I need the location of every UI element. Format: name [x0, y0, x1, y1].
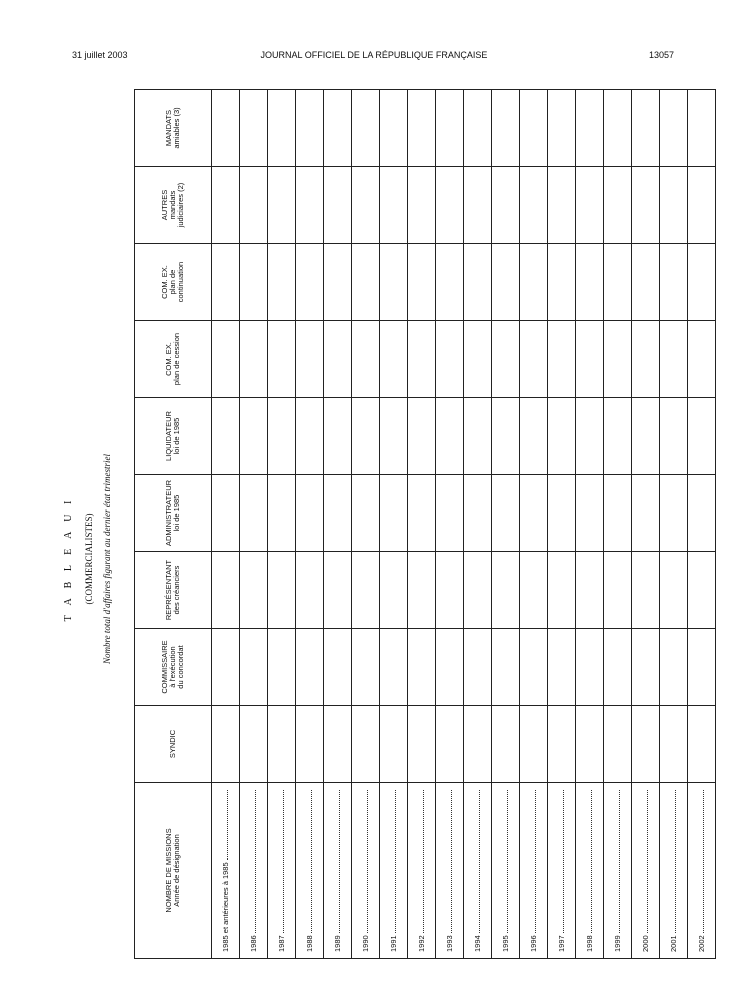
- empty-cell: [296, 706, 324, 783]
- empty-cell: [576, 90, 604, 167]
- empty-cell: [520, 244, 548, 321]
- empty-cell: [576, 475, 604, 552]
- table-row: [296, 90, 324, 959]
- year-label: 1987: [277, 935, 286, 952]
- empty-cell: [212, 90, 240, 167]
- empty-cell: [240, 321, 268, 398]
- empty-cell: [492, 475, 520, 552]
- table-row: [660, 90, 688, 959]
- empty-cell: [660, 321, 688, 398]
- empty-cell: [268, 398, 296, 475]
- empty-cell: [240, 629, 268, 706]
- table-row: [212, 90, 240, 959]
- empty-cell: [324, 629, 352, 706]
- empty-cell: [464, 398, 492, 475]
- empty-cell: [632, 629, 660, 706]
- empty-cell: [324, 475, 352, 552]
- empty-cell: [240, 244, 268, 321]
- empty-cell: [464, 321, 492, 398]
- year-cell: [464, 783, 492, 959]
- table-row: [548, 90, 576, 959]
- empty-cell: [548, 475, 576, 552]
- empty-cell: [632, 90, 660, 167]
- empty-cell: [632, 552, 660, 629]
- column-header-line: continuation: [176, 261, 185, 303]
- empty-cell: [660, 398, 688, 475]
- dot-leader: [310, 790, 312, 933]
- column-header-line: ADMINISTRATEUR: [164, 479, 173, 547]
- journal-title: JOURNAL OFFICIEL DE LA RÉPUBLIQUE FRANÇAISE: [260, 50, 488, 60]
- year-label: 1998: [585, 935, 594, 952]
- empty-cell: [296, 167, 324, 244]
- empty-cell: [604, 167, 632, 244]
- empty-cell: [576, 167, 604, 244]
- empty-cell: [240, 706, 268, 783]
- empty-cell: [296, 90, 324, 167]
- empty-cell: [688, 475, 716, 552]
- table-row: [380, 90, 408, 959]
- year-label: 1994: [473, 935, 482, 952]
- table-row: [408, 90, 436, 959]
- column-header: [135, 552, 212, 629]
- empty-cell: [268, 706, 296, 783]
- empty-cell: [660, 475, 688, 552]
- table-row: [576, 90, 604, 959]
- empty-cell: [212, 629, 240, 706]
- empty-cell: [436, 244, 464, 321]
- empty-cell: [632, 321, 660, 398]
- empty-cell: [604, 244, 632, 321]
- empty-cell: [520, 321, 548, 398]
- year-label: 1999: [613, 935, 622, 952]
- table-row: [604, 90, 632, 959]
- empty-cell: [324, 90, 352, 167]
- empty-cell: [212, 321, 240, 398]
- empty-cell: [240, 552, 268, 629]
- empty-cell: [380, 475, 408, 552]
- table-header-row: [135, 90, 212, 959]
- empty-cell: [548, 90, 576, 167]
- empty-cell: [548, 552, 576, 629]
- empty-cell: [352, 398, 380, 475]
- empty-cell: [436, 167, 464, 244]
- empty-cell: [380, 629, 408, 706]
- dot-leader: [338, 790, 340, 933]
- year-cell: [408, 783, 436, 959]
- empty-cell: [268, 90, 296, 167]
- empty-cell: [436, 398, 464, 475]
- table-row: [352, 90, 380, 959]
- column-header-line: Année de désignation: [172, 834, 181, 907]
- dot-leader: [562, 790, 564, 933]
- empty-cell: [436, 629, 464, 706]
- empty-cell: [520, 706, 548, 783]
- empty-cell: [268, 167, 296, 244]
- table-row: [520, 90, 548, 959]
- empty-cell: [268, 552, 296, 629]
- empty-cell: [492, 398, 520, 475]
- empty-cell: [324, 706, 352, 783]
- empty-cell: [436, 475, 464, 552]
- column-header-line: COMMISSAIRE: [160, 640, 169, 694]
- empty-cell: [240, 167, 268, 244]
- empty-cell: [212, 475, 240, 552]
- year-cell: [324, 783, 352, 959]
- empty-cell: [464, 167, 492, 244]
- empty-cell: [436, 90, 464, 167]
- empty-cell: [352, 629, 380, 706]
- empty-cell: [240, 398, 268, 475]
- year-label: 1997: [557, 935, 566, 952]
- column-header-line: REPRÉSENTANT: [164, 559, 173, 621]
- column-header: [135, 321, 212, 398]
- empty-cell: [688, 398, 716, 475]
- dot-leader: [478, 790, 480, 933]
- empty-cell: [576, 321, 604, 398]
- empty-cell: [408, 475, 436, 552]
- empty-cell: [604, 475, 632, 552]
- empty-cell: [520, 475, 548, 552]
- empty-cell: [632, 475, 660, 552]
- header-date: 31 juillet 2003: [72, 50, 128, 60]
- year-label: 1996: [529, 935, 538, 952]
- empty-cell: [380, 321, 408, 398]
- empty-cell: [576, 552, 604, 629]
- column-header-line: COM. EX.: [164, 342, 173, 376]
- empty-cell: [604, 321, 632, 398]
- table-row: [464, 90, 492, 959]
- column-header-line: loi de 1985: [172, 494, 181, 532]
- empty-cell: [576, 629, 604, 706]
- year-cell: [240, 783, 268, 959]
- dot-leader: [422, 790, 424, 933]
- empty-cell: [324, 398, 352, 475]
- year-label: 2001: [669, 935, 678, 952]
- empty-cell: [604, 90, 632, 167]
- empty-cell: [688, 629, 716, 706]
- dot-leader: [618, 790, 620, 933]
- column-header-line: à l'exécution: [168, 646, 177, 688]
- empty-cell: [212, 167, 240, 244]
- empty-cell: [296, 244, 324, 321]
- empty-cell: [660, 244, 688, 321]
- empty-cell: [380, 398, 408, 475]
- dot-leader: [394, 790, 396, 933]
- empty-cell: [520, 552, 548, 629]
- empty-cell: [604, 706, 632, 783]
- empty-cell: [240, 90, 268, 167]
- empty-cell: [464, 244, 492, 321]
- empty-cell: [436, 706, 464, 783]
- empty-cell: [408, 321, 436, 398]
- empty-cell: [268, 475, 296, 552]
- empty-cell: [408, 398, 436, 475]
- empty-cell: [296, 475, 324, 552]
- empty-cell: [464, 90, 492, 167]
- year-cell: [520, 783, 548, 959]
- year-cell: [548, 783, 576, 959]
- column-header-line: du concordat: [176, 645, 185, 689]
- empty-cell: [520, 629, 548, 706]
- empty-cell: [296, 321, 324, 398]
- empty-cell: [604, 629, 632, 706]
- empty-cell: [436, 321, 464, 398]
- year-label: 1995: [501, 935, 510, 952]
- empty-cell: [296, 398, 324, 475]
- column-header-line: COM. EX.: [160, 265, 169, 299]
- empty-cell: [660, 629, 688, 706]
- empty-cell: [632, 706, 660, 783]
- dot-leader: [702, 790, 704, 933]
- table-row: [268, 90, 296, 959]
- column-header-line: judiciaires (2): [176, 182, 185, 228]
- empty-cell: [660, 552, 688, 629]
- missions-table: [134, 89, 716, 959]
- year-label: 1990: [361, 935, 370, 952]
- year-label: 1992: [417, 935, 426, 952]
- empty-cell: [212, 244, 240, 321]
- column-header: [135, 629, 212, 706]
- year-label: 1986: [249, 935, 258, 952]
- empty-cell: [436, 552, 464, 629]
- column-header: [135, 475, 212, 552]
- empty-cell: [604, 552, 632, 629]
- empty-cell: [660, 90, 688, 167]
- empty-cell: [548, 167, 576, 244]
- year-label: 1993: [445, 935, 454, 952]
- year-cell: [492, 783, 520, 959]
- column-header-line: mandats: [168, 190, 177, 220]
- column-header: [135, 90, 212, 167]
- dot-leader: [534, 790, 536, 933]
- column-header-line: loi de 1985: [172, 417, 181, 455]
- empty-cell: [352, 475, 380, 552]
- empty-cell: [212, 706, 240, 783]
- empty-cell: [548, 629, 576, 706]
- empty-cell: [548, 398, 576, 475]
- empty-cell: [492, 90, 520, 167]
- empty-cell: [408, 90, 436, 167]
- year-cell: [296, 783, 324, 959]
- year-cell: [268, 783, 296, 959]
- empty-cell: [492, 244, 520, 321]
- empty-cell: [688, 706, 716, 783]
- empty-cell: [576, 398, 604, 475]
- dot-leader: [590, 790, 592, 933]
- empty-cell: [464, 629, 492, 706]
- empty-cell: [352, 90, 380, 167]
- year-cell: [380, 783, 408, 959]
- year-cell: [436, 783, 464, 959]
- table-title: T A B L E A U I: [63, 496, 74, 622]
- empty-cell: [296, 552, 324, 629]
- empty-cell: [632, 244, 660, 321]
- empty-cell: [240, 475, 268, 552]
- empty-cell: [660, 706, 688, 783]
- empty-cell: [660, 167, 688, 244]
- empty-cell: [324, 552, 352, 629]
- empty-cell: [408, 552, 436, 629]
- year-label: 2000: [641, 935, 650, 952]
- column-header-line: NOMBRE DE MISSIONS: [164, 828, 173, 913]
- empty-cell: [380, 167, 408, 244]
- empty-cell: [268, 629, 296, 706]
- column-header: [135, 783, 212, 959]
- empty-cell: [352, 244, 380, 321]
- empty-cell: [492, 552, 520, 629]
- table-row: [632, 90, 660, 959]
- empty-cell: [492, 629, 520, 706]
- column-header-line: plan de cession: [172, 332, 181, 386]
- empty-cell: [464, 706, 492, 783]
- empty-cell: [576, 244, 604, 321]
- empty-cell: [380, 706, 408, 783]
- empty-cell: [352, 321, 380, 398]
- dot-leader: [674, 790, 676, 933]
- year-label: 1989: [333, 935, 342, 952]
- dot-leader: [254, 790, 256, 933]
- empty-cell: [464, 552, 492, 629]
- column-header-line: des créanciers: [172, 565, 181, 615]
- empty-cell: [576, 706, 604, 783]
- year-label: 2002: [697, 935, 706, 952]
- empty-cell: [688, 244, 716, 321]
- table-row: [688, 90, 716, 959]
- dot-leader: [646, 790, 648, 933]
- year-cell: [688, 783, 716, 959]
- dot-leader: [450, 790, 452, 933]
- dot-leader: [226, 790, 228, 860]
- empty-cell: [464, 475, 492, 552]
- empty-cell: [492, 321, 520, 398]
- empty-cell: [408, 706, 436, 783]
- empty-cell: [324, 321, 352, 398]
- empty-cell: [408, 629, 436, 706]
- empty-cell: [352, 706, 380, 783]
- empty-cell: [212, 398, 240, 475]
- empty-cell: [520, 90, 548, 167]
- empty-cell: [324, 244, 352, 321]
- year-cell: [604, 783, 632, 959]
- empty-cell: [296, 629, 324, 706]
- empty-cell: [688, 552, 716, 629]
- empty-cell: [632, 398, 660, 475]
- column-header-line: amiables (3): [172, 107, 181, 149]
- table-row: [436, 90, 464, 959]
- empty-cell: [520, 167, 548, 244]
- empty-cell: [632, 167, 660, 244]
- table-caption: Nombre total d'affaires figurant au dernier état trimestriel: [102, 454, 112, 665]
- empty-cell: [408, 244, 436, 321]
- table-row: [240, 90, 268, 959]
- empty-cell: [212, 552, 240, 629]
- empty-cell: [380, 90, 408, 167]
- column-header: [135, 398, 212, 475]
- year-cell: [352, 783, 380, 959]
- column-header: [135, 244, 212, 321]
- year-cell: [660, 783, 688, 959]
- empty-cell: [268, 321, 296, 398]
- year-label: 1985 et antérieures à 1985: [221, 862, 230, 952]
- column-header: [135, 167, 212, 244]
- empty-cell: [408, 167, 436, 244]
- dot-leader: [282, 790, 284, 933]
- year-cell: [632, 783, 660, 959]
- column-header-line: plan de: [168, 269, 177, 295]
- empty-cell: [548, 706, 576, 783]
- empty-cell: [380, 244, 408, 321]
- year-cell: [212, 783, 240, 959]
- dot-leader: [506, 790, 508, 933]
- column-header-line: MANDATS: [164, 109, 173, 147]
- empty-cell: [352, 167, 380, 244]
- table-subtitle: (COMMERCIALISTES): [84, 513, 94, 605]
- empty-cell: [604, 398, 632, 475]
- column-header: [135, 706, 212, 783]
- column-header-line: AUTRES: [160, 189, 169, 221]
- empty-cell: [492, 167, 520, 244]
- empty-cell: [548, 321, 576, 398]
- page-number: 13057: [648, 50, 674, 60]
- empty-cell: [688, 321, 716, 398]
- table-row: [492, 90, 520, 959]
- table-row: [324, 90, 352, 959]
- empty-cell: [352, 552, 380, 629]
- empty-cell: [268, 244, 296, 321]
- empty-cell: [324, 167, 352, 244]
- rotated-table-area: [0, 107, 748, 990]
- empty-cell: [380, 552, 408, 629]
- column-header-line: SYNDIC: [168, 729, 177, 759]
- column-header-line: LIQUIDATEUR: [164, 411, 173, 461]
- empty-cell: [688, 90, 716, 167]
- empty-cell: [548, 244, 576, 321]
- empty-cell: [520, 398, 548, 475]
- year-cell: [576, 783, 604, 959]
- empty-cell: [688, 167, 716, 244]
- year-label: 1988: [305, 935, 314, 952]
- empty-cell: [492, 706, 520, 783]
- dot-leader: [366, 790, 368, 933]
- year-label: 1991: [389, 935, 398, 952]
